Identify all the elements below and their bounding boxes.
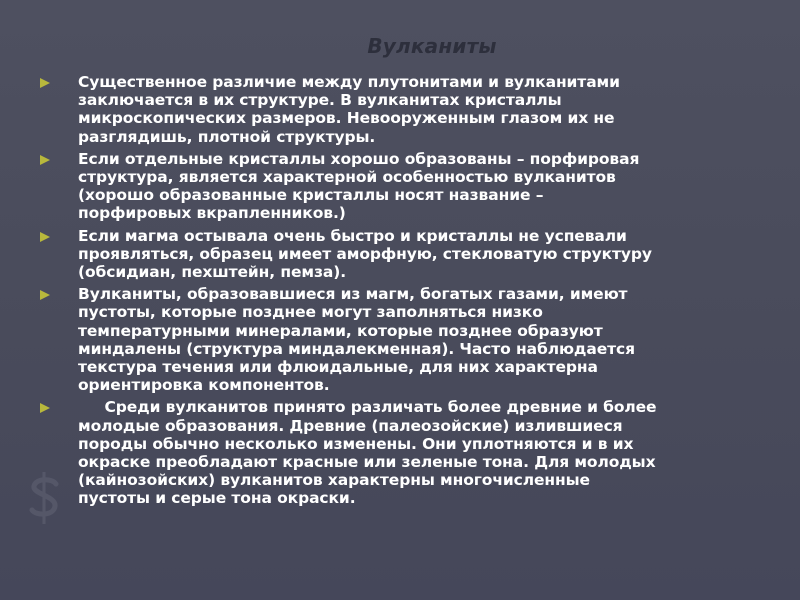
triangle-arrow-icon: [40, 150, 78, 169]
triangle-arrow-icon: [40, 398, 78, 417]
triangle-arrow-icon: [40, 227, 78, 246]
bullet-text: Среди вулканитов принято различать более древние и более молодые образования. Древние (палеозойские) излившиеся породы обычно несколько изменены. Они уплотняются и в их окраске преобладают красные или зеленые тона. Для молодых (кайнозойских) вулканитов характерны многочисленные пустоты и серые тона окраски.: [78, 398, 657, 508]
slide-title: Вулканиты: [367, 34, 497, 58]
bullet-text: Если магма остывала очень быстро и кристаллы не успевали проявляться, образец имеет аморфную, стекловатую структуру (обсидиан, пехштейн, пемза).: [78, 226, 652, 282]
bullet-text: Вулканиты, образовавшиеся из магм, богатых газами, имеют пустоты, которые позднее могут заполняться низко температурными минералами, которые позднее образуют миндалены (структура миндалекменная). Часто наблюдается текстура течения или флюидальные, для них характерна ориентировка компонентов.: [78, 285, 635, 395]
bullet-item: [40, 227, 785, 282]
bullet-item: [40, 285, 785, 394]
bullet-text: Если отдельные кристаллы хорошо образованы – порфировая структура, является характерной особенностью вулканитов (хорошо образованные кристаллы носят название – порфировых вкрапленников.): [78, 149, 640, 223]
bullet-item: [40, 398, 785, 507]
triangle-arrow-icon: [40, 285, 78, 304]
triangle-arrow-icon: [40, 73, 78, 92]
bullet-text: Существенное различие между плутонитами и вулканитами заключается в их структуре. В вулканитах кристаллы микроскопических размеров. Невооруженным глазом их не разглядишь, плотной структуры.: [78, 73, 620, 146]
bullet-item: [40, 150, 785, 223]
bullet-item: [40, 73, 785, 146]
bullet-list: [40, 73, 785, 512]
